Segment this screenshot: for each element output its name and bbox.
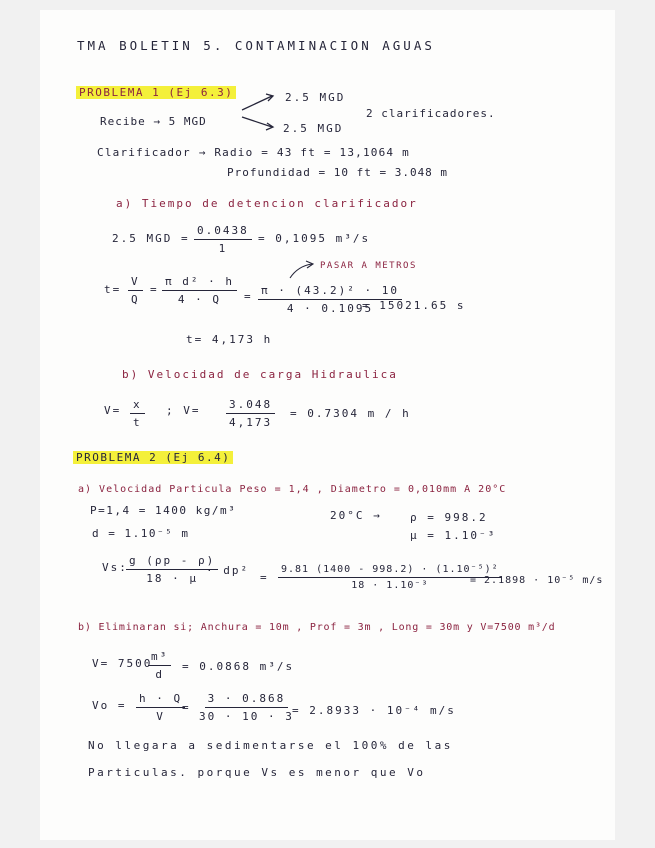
part-b-label-p2: b) Eliminaran si; Anchura = 10m , Prof = 3m , Long = 30m y V=7500 m³/d bbox=[78, 622, 556, 633]
equals-sign: = bbox=[260, 571, 269, 584]
settling-velocity-result: = 2.1898 · 10⁻⁵ m/s bbox=[470, 575, 604, 586]
particle-diameter: d = 1.10⁻⁵ m bbox=[92, 527, 190, 540]
denominator: 4 · Q bbox=[177, 293, 222, 306]
flow-conversion-lhs: 2.5 MGD = bbox=[112, 232, 190, 245]
velocity-fraction-numeric bbox=[226, 398, 275, 429]
denominator: 18 · μ bbox=[146, 572, 198, 585]
denominator: 4 · 0.1095 bbox=[286, 302, 374, 315]
time-fraction-v-q bbox=[128, 275, 143, 306]
numerator: 3.048 bbox=[226, 398, 275, 414]
problem-1-title: PROBLEMA 1 (Ej 6.3) bbox=[76, 86, 236, 99]
denominator: 1 bbox=[218, 242, 228, 255]
equals-sign: = bbox=[182, 701, 191, 714]
clarifier-depth: Profundidad = 10 ft = 3.048 m bbox=[227, 166, 449, 179]
velocity-result: = 0.7304 m / h bbox=[290, 407, 411, 420]
time-lhs: t= bbox=[104, 283, 122, 296]
denominator: 18 · 1.10⁻³ bbox=[351, 580, 429, 591]
velocity-fraction-x-t bbox=[130, 398, 145, 429]
convert-note: PASAR A METROS bbox=[320, 261, 417, 271]
page-title: TMA BOLETIN 5. CONTAMINACION AGUAS bbox=[77, 38, 435, 53]
stokes-fraction bbox=[126, 554, 218, 585]
conclusion-line-2: Particulas. porque Vs es menor que Vo bbox=[88, 766, 426, 779]
numerator: V bbox=[128, 275, 143, 291]
part-a-label-p2: a) Velocidad Particula Peso = 1,4 , Diametro = 0,010mm A 20°C bbox=[78, 484, 507, 495]
flow-conversion-fraction bbox=[194, 224, 252, 255]
denominator: V bbox=[156, 710, 165, 723]
numerator: 9.81 (1400 - 998.2) · (1.10⁻⁵)² bbox=[278, 564, 502, 578]
settling-velocity-lhs: Vs: bbox=[102, 561, 128, 574]
denominator: d bbox=[155, 668, 164, 681]
flow-conversion-result: = 0,1095 m³/s bbox=[258, 232, 371, 245]
overflow-fraction-numeric bbox=[196, 692, 297, 723]
equals-sign: = bbox=[244, 290, 253, 303]
part-a-label: a) Tiempo de detencion clarificador bbox=[116, 197, 418, 210]
overflow-velocity-result: = 2.8933 · 10⁻⁴ m/s bbox=[292, 704, 456, 717]
stokes-fraction-numeric bbox=[278, 564, 502, 591]
numerator: 0.0438 bbox=[194, 224, 252, 240]
water-density: ρ = 998.2 bbox=[410, 511, 488, 524]
flow-top: 2.5 MGD bbox=[285, 91, 346, 104]
numerator: m³ bbox=[148, 650, 171, 666]
time-hours: t= 4,173 h bbox=[186, 333, 273, 346]
diameter-squared: · dp² bbox=[206, 564, 250, 577]
overflow-fraction bbox=[136, 692, 185, 723]
numerator: π · (43.2)² · 10 bbox=[258, 284, 402, 300]
numerator: 3 · 0.868 bbox=[205, 692, 289, 708]
numerator: π d² · h bbox=[162, 275, 237, 291]
flow-volume-lhs: V= 7500 bbox=[92, 657, 153, 670]
conclusion-line-1: No llegara a sedimentarse el 100% de las bbox=[88, 739, 453, 752]
receives-flow: Recibe → 5 MGD bbox=[100, 115, 207, 128]
equals-sign: = bbox=[150, 283, 159, 296]
clarifier-radius: Clarificador → Radio = 43 ft = 13,1064 m bbox=[97, 146, 410, 159]
denominator: t bbox=[133, 416, 142, 429]
time-fraction-formula bbox=[162, 275, 237, 306]
numerator: g (ρp - ρ) bbox=[126, 554, 218, 570]
water-viscosity: μ = 1.10⁻³ bbox=[410, 529, 497, 542]
problem-2-title: PROBLEMA 2 (Ej 6.4) bbox=[73, 451, 233, 464]
part-b-label: b) Velocidad de carga Hidraulica bbox=[122, 368, 398, 381]
denominator: 4,173 bbox=[229, 416, 273, 429]
clarifier-count: 2 clarificadores. bbox=[366, 107, 496, 120]
numerator: h · Q bbox=[136, 692, 185, 708]
time-seconds: = 15021.65 s bbox=[362, 299, 466, 312]
particle-density: P=1,4 = 1400 kg/m³ bbox=[90, 504, 237, 517]
denominator: Q bbox=[131, 293, 140, 306]
velocity-sep: ; V= bbox=[166, 404, 201, 417]
flow-unit-fraction bbox=[148, 650, 171, 681]
overflow-velocity-lhs: Vo = bbox=[92, 699, 127, 712]
numerator: x bbox=[130, 398, 145, 414]
flow-bottom: 2.5 MGD bbox=[283, 122, 344, 135]
velocity-lhs: V= bbox=[104, 404, 122, 417]
flow-volume-result: = 0.0868 m³/s bbox=[182, 660, 295, 673]
temperature: 20°C → bbox=[330, 509, 382, 522]
denominator: 30 · 10 · 3 bbox=[199, 710, 294, 723]
